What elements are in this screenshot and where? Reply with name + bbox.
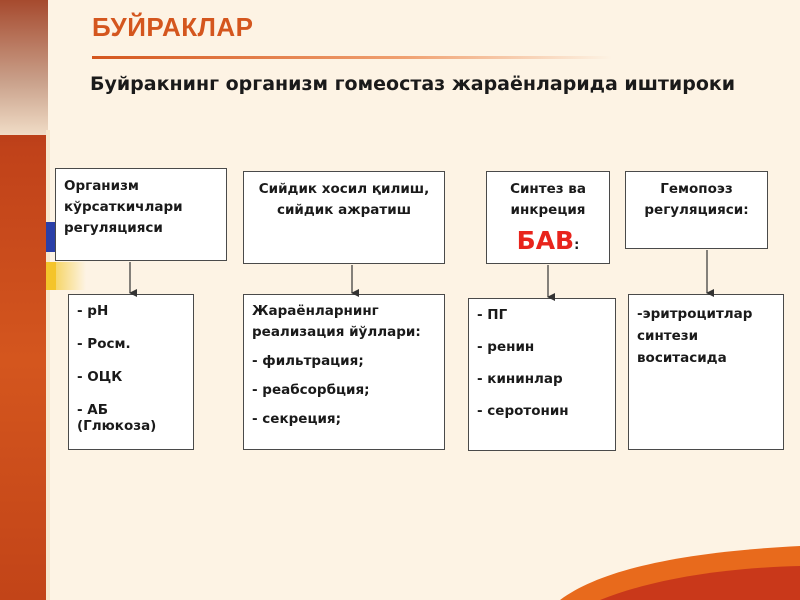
box-line: Гемопоэз xyxy=(660,181,733,197)
box-heading xyxy=(252,301,436,343)
box-indicators-regulation xyxy=(55,168,227,261)
left-decor-fade xyxy=(0,0,48,135)
slide-title: БУЙРАКЛАР xyxy=(92,12,254,42)
box-line: Синтез ва xyxy=(510,181,586,197)
box-line: -эритроцитлар xyxy=(637,306,753,322)
box-indicators-list xyxy=(68,294,194,450)
heading-line: Жараёнларнинг xyxy=(252,303,379,319)
list-item: - ОЦК xyxy=(77,369,123,385)
box-line: воситасида xyxy=(637,350,727,366)
slide-subtitle: Буйракнинг организм гомеостаз жараёнларида иштироки xyxy=(90,73,736,95)
box-line: синтези xyxy=(637,328,699,344)
list-item: - фильтрация; xyxy=(252,353,364,369)
box-line: сийдик ажратиш xyxy=(276,202,412,218)
box-bav-list xyxy=(468,298,616,451)
list-item: - секреция; xyxy=(252,411,341,427)
box-line: инкреция xyxy=(510,202,586,218)
box-synthesis-incretion xyxy=(486,171,610,264)
list-item: - Pосм. xyxy=(77,336,131,352)
list-item: - кининлар xyxy=(477,371,563,387)
bav-line xyxy=(493,227,603,260)
list-item: - АБ (Глюкоза) xyxy=(77,402,157,434)
box-line: регуляцияси: xyxy=(644,202,749,218)
list-item: - серотонин xyxy=(477,403,569,419)
box-hemopoiesis-regulation xyxy=(625,171,768,249)
heading-line: реализация йўллари: xyxy=(252,324,421,340)
bottom-wave-decor xyxy=(0,540,800,600)
list-item: - реабсорбция; xyxy=(252,382,370,398)
yellow-accent-fade xyxy=(56,262,86,290)
box-line: Организм xyxy=(64,178,139,194)
box-urine-formation xyxy=(243,171,445,264)
yellow-accent-block xyxy=(46,262,56,290)
list-item: - pH xyxy=(77,303,109,319)
box-processes-list xyxy=(243,294,445,450)
title-underline xyxy=(92,56,612,59)
bav-colon: : xyxy=(574,238,580,253)
box-line: Сийдик хосил қилиш, xyxy=(258,181,430,197)
list-item: - ПГ xyxy=(477,307,508,323)
box-erythrocytes xyxy=(628,294,784,450)
box-line: кўрсаткичлари xyxy=(64,199,183,215)
list-item: - ренин xyxy=(477,339,535,355)
box-line: регуляцияси xyxy=(64,220,163,236)
left-decor-stripe xyxy=(46,130,50,600)
bav-highlight: БАВ xyxy=(516,226,575,255)
